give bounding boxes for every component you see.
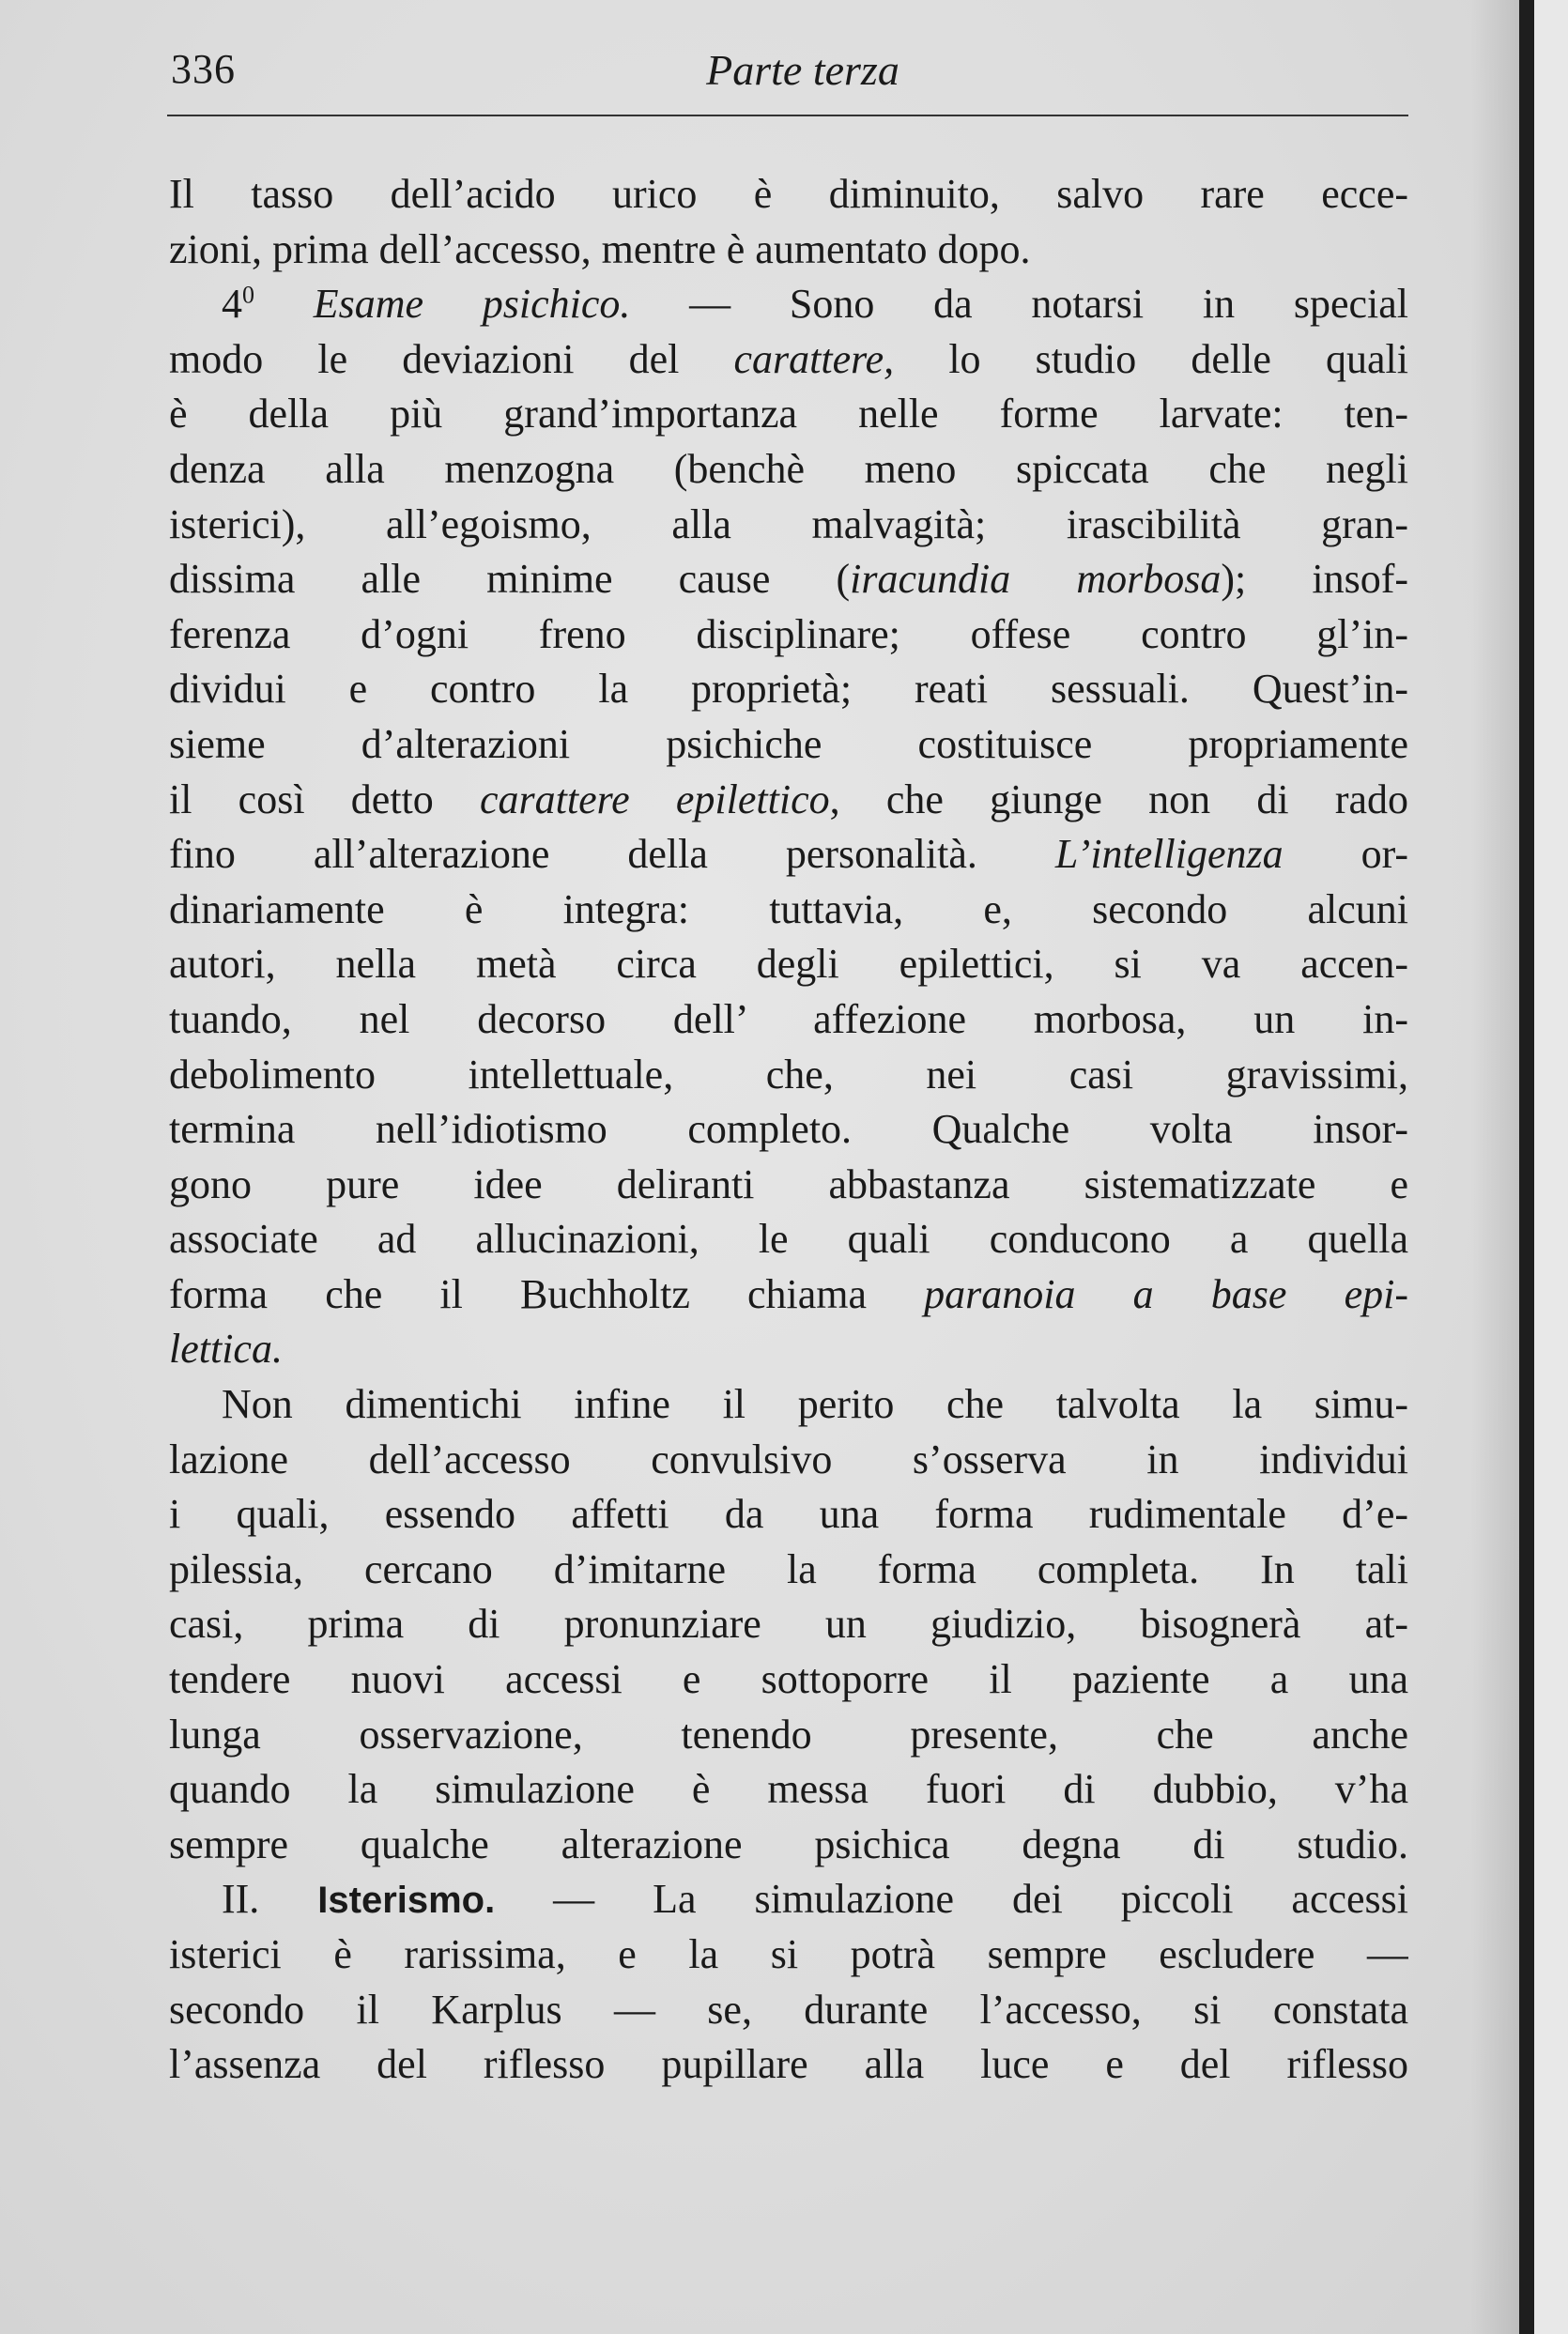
text-line — [169, 1597, 1408, 1652]
italic-text: paranoia a base epi- — [924, 1270, 1408, 1317]
page-margin-strip — [1534, 0, 1568, 2334]
text-segment: tuando, nel decorso dell’ affezione morbosa, un in- — [169, 995, 1408, 1042]
text-segment: II. — [222, 1876, 318, 1923]
text-segment: il così detto — [169, 775, 481, 822]
ordinal-superscript: 0 — [242, 281, 254, 309]
text-segment: Il tasso dell’acido urico è diminuito, salvo rare ecce- — [169, 171, 1408, 217]
text-segment: — Sono da notarsi in special — [630, 281, 1408, 328]
italic-text: Esame psichico. — [313, 281, 631, 328]
running-head: Parte terza — [706, 46, 899, 94]
text-segment: Non dimentichi infine il perito che talvolta la simu- — [222, 1381, 1408, 1428]
text-line — [169, 442, 1408, 498]
text-line — [169, 277, 1408, 332]
text-segment: autori, nella metà circa degli epilettici, si va accen- — [169, 941, 1408, 988]
text-segment: , che giunge non di rado — [829, 775, 1408, 822]
text-segment: denza alla menzogna (benchè meno spiccata che negli — [169, 445, 1408, 492]
body-text — [169, 167, 1408, 2093]
page-header — [169, 45, 1408, 120]
text-segment: forma che il Buchholtz chiama — [169, 1270, 925, 1317]
text-line — [169, 1267, 1408, 1323]
text-segment: i quali, essendo affetti da una forma rudimentale d’e- — [169, 1491, 1408, 1538]
text-line — [169, 498, 1408, 553]
text-segment: ); insof- — [1221, 556, 1408, 603]
text-segment: sieme d’alterazioni psichiche costituisce propriamente — [169, 720, 1408, 767]
text-segment: modo le deviazioni del — [169, 335, 734, 382]
text-line — [169, 883, 1408, 938]
text-segment: dividui e contro la proprietà; reati sessuali. Quest’in- — [169, 666, 1408, 713]
text-segment: pilessia, cercano d’imitarne la forma completa. In tali — [169, 1545, 1408, 1592]
text-line — [169, 1322, 1408, 1377]
header-rule — [167, 115, 1408, 116]
text-line — [169, 992, 1408, 1048]
text-line — [169, 773, 1408, 828]
italic-text: carattere epilettico — [480, 775, 830, 822]
text-line — [169, 1377, 1408, 1433]
text-segment: dissima alle minime cause ( — [169, 556, 851, 603]
text-line — [169, 1708, 1408, 1763]
text-segment: ferenza d’ogni freno disciplinare; offese contro gl’in- — [169, 610, 1408, 657]
text-segment: gono pure idee deliranti abbastanza sistematizzate e — [169, 1160, 1408, 1207]
text-line — [169, 607, 1408, 663]
text-segment: isterici è rarissima, e la si potrà sempre escludere — — [169, 1931, 1408, 1977]
italic-text: carattere, — [733, 335, 895, 382]
text-segment: 4 — [222, 281, 242, 328]
text-line — [169, 387, 1408, 442]
text-line — [169, 1102, 1408, 1158]
text-line — [169, 1433, 1408, 1488]
text-segment: lazione dell’accesso convulsivo s’osserva in individui — [169, 1436, 1408, 1482]
text-line — [169, 1048, 1408, 1103]
text-segment: l’assenza del riflesso pupillare alla luce e del riflesso — [169, 2041, 1408, 2088]
text-line — [169, 552, 1408, 607]
text-segment: or- — [1283, 831, 1408, 878]
text-line — [169, 827, 1408, 883]
text-segment: dinariamente è integra: tuttavia, e, secondo alcuni — [169, 885, 1408, 932]
text-line — [169, 1927, 1408, 1983]
text-segment: termina nell’idiotismo completo. Qualche volta insor- — [169, 1106, 1408, 1153]
text-line — [169, 1158, 1408, 1213]
text-line — [169, 1983, 1408, 2038]
text-line — [169, 332, 1408, 388]
text-segment: fino all’alterazione della personalità. — [169, 831, 1055, 878]
text-line — [169, 1872, 1408, 1927]
text-segment: isterici), all’egoismo, alla malvagità; irascibilità gran- — [169, 500, 1408, 547]
text-line — [169, 1487, 1408, 1543]
text-line — [169, 1652, 1408, 1708]
text-segment: tendere nuovi accessi e sottoporre il paziente a una — [169, 1656, 1408, 1703]
text-segment: lo studio delle quali — [894, 335, 1408, 382]
text-line — [169, 1543, 1408, 1598]
text-segment: associate ad allucinazioni, le quali conducono a quella — [169, 1216, 1408, 1263]
text-line — [169, 223, 1408, 278]
text-line — [169, 2037, 1408, 2093]
gutter-shadow — [1470, 0, 1519, 2334]
text-segment: secondo il Karplus — se, durante l’accesso, si constata — [169, 1986, 1408, 2033]
page-number: 336 — [171, 46, 236, 92]
text-line — [169, 717, 1408, 773]
text-line — [169, 167, 1408, 223]
italic-text: lettica. — [169, 1326, 283, 1373]
text-segment: quando la simulazione è messa fuori di dubbio, v’ha — [169, 1766, 1408, 1813]
text-line — [169, 1762, 1408, 1818]
text-segment: zioni, prima dell’accesso, mentre è aumentato dopo. — [169, 225, 1031, 272]
section-heading: Isterismo. — [317, 1880, 496, 1922]
text-segment: sempre qualche alterazione psichica degna di studio. — [169, 1820, 1408, 1867]
text-line — [169, 1212, 1408, 1267]
text-segment: — La simulazione dei piccoli accessi — [495, 1876, 1408, 1923]
text-segment: debolimento intellettuale, che, nei casi gravissimi, — [169, 1051, 1408, 1098]
text-segment: lunga osservazione, tenendo presente, che anche — [169, 1711, 1408, 1758]
text-segment: casi, prima di pronunziare un giudizio, bisognerà at- — [169, 1601, 1408, 1648]
italic-text: L’intelligenza — [1054, 831, 1284, 878]
text-line — [169, 1818, 1408, 1873]
italic-text: iracundia morbosa — [850, 556, 1222, 603]
binding-edge — [1519, 0, 1534, 2334]
text-line — [169, 662, 1408, 717]
text-segment: è della più grand’importanza nelle forme larvate: ten- — [169, 391, 1408, 438]
text-line — [169, 937, 1408, 992]
text-segment — [254, 281, 314, 327]
